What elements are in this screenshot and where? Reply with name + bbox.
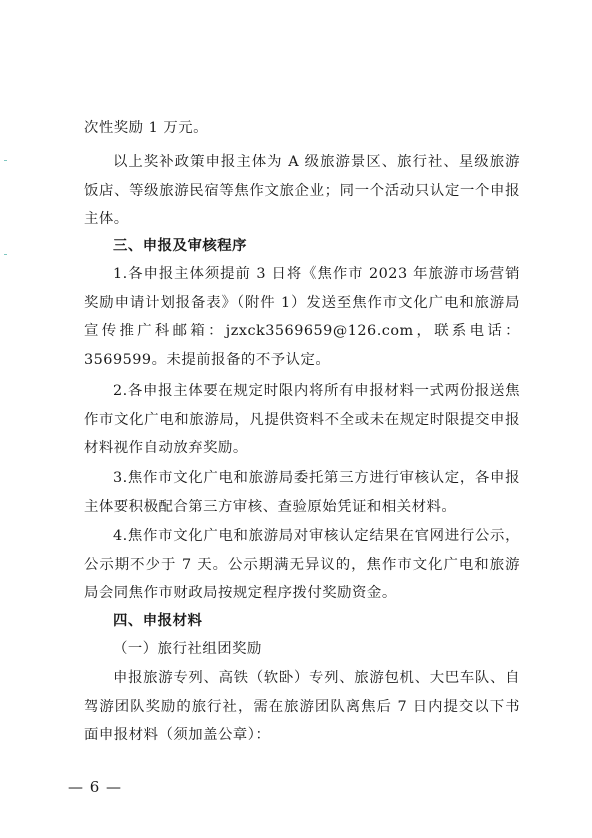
paragraph-step-3: 3.焦作市文化广电和旅游局委托第三方进行审核认定，各申报主体要积极配合第三方审核、查验原始凭证和相关材料。 [84,470,520,515]
paragraph-step-1: 1.各申报主体须提前 3 日将《焦作市 2023 年旅游市场营销奖励申请计划报备表》（附件 1）发送至焦作市文化广电和旅游局宣传推广科邮箱：jzxck3569659@126.com，联系电话：3569599。未提前报备的不予认定。 [84,266,520,368]
margin-mark [4,254,7,255]
paragraph-eligibility: 以上奖补政策申报主体为 A 级旅游景区、旅行社、星级旅游饭店、等级旅游民宿等焦作文旅企业；同一个活动只认定一个申报主体。 [84,154,520,227]
section-heading-materials: 四、申报材料 [113,613,203,629]
margin-mark [4,160,7,161]
paragraph-step-4: 4.焦作市文化广电和旅游局对审核认定结果在官网进行公示，公示期不少于 7 天。公示期满无异议的，焦作市文化广电和旅游局会同焦作市财政局按规定程序拨付奖励资金。 [84,528,520,601]
paragraph-continuation: 次性奖励 1 万元。 [84,120,209,136]
paragraph-materials-intro: 申报旅游专列、高铁（软卧）专列、旅游包机、大巴车队、自驾游团队奖励的旅行社，需在旅游团队离焦后 7 日内提交以下书面申报材料（须加盖公章）： [84,670,520,743]
paragraph-step-2: 2.各申报主体要在规定时限内将所有申报材料一式两份报送焦作市文化广电和旅游局，凡提供资料不全或未在规定时限提交申报材料视作自动放弃奖励。 [84,383,520,456]
section-heading-procedure: 三、申报及审核程序 [113,238,248,254]
subsection-heading-travel-agency: （一）旅行社组团奖励 [113,641,262,657]
page-number: — 6 — [67,778,123,796]
